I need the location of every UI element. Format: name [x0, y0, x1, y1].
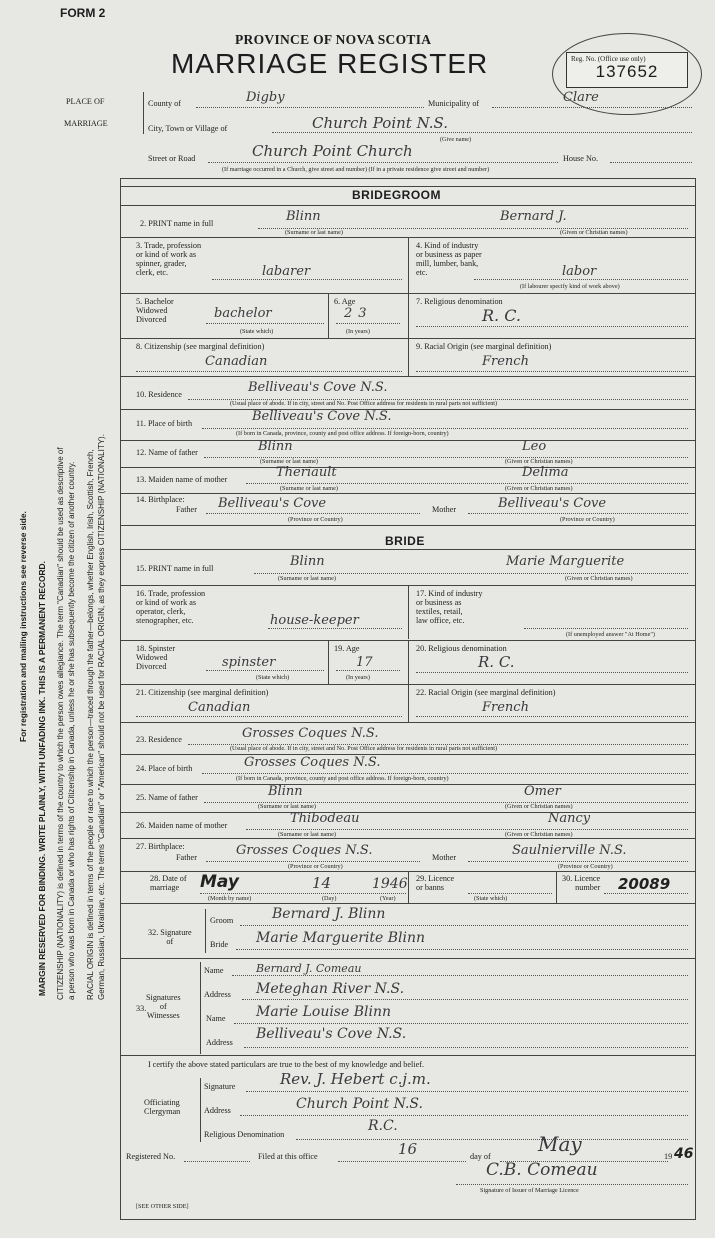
w2-address-word: Address [206, 1038, 233, 1047]
groom-birthplace: Belliveau's Cove N.S. [252, 409, 392, 424]
field-29-line [468, 893, 552, 894]
county-line [196, 107, 424, 108]
row-11-rule [120, 440, 695, 441]
groom-trade: labarer [262, 264, 311, 279]
groom-racial-origin: French [482, 354, 529, 369]
form-number: FORM 2 [60, 6, 106, 20]
prov-caption-14b: (Province or Country) [560, 516, 615, 523]
licence-number: 20089 [618, 875, 671, 893]
bride-heading: BRIDE [385, 534, 425, 548]
groom-age: 23 [344, 306, 373, 321]
field-5-label: 5. Bachelor Widowed Divorced [136, 297, 174, 324]
field-8-line [136, 371, 402, 372]
clergy-denomination: R.C. [368, 1118, 398, 1134]
day-of-word: day of [470, 1152, 491, 1161]
year-caption: (Year) [380, 895, 396, 902]
field-19-line [336, 670, 400, 671]
row-8-rule [120, 376, 695, 377]
side-note-margin: MARGIN RESERVED FOR BINDING. WRITE PLAINLY, WITH UNFADING INK. THIS IS A PERMANENT RECORD. [37, 561, 47, 996]
field-13-line [246, 483, 688, 484]
field-7-line [416, 326, 688, 327]
field-26-label: 26. Maiden name of mother [136, 821, 228, 830]
given-caption-15: (Given or Christian names) [565, 575, 633, 582]
row-21-rule [120, 722, 695, 723]
field-18-line [206, 670, 324, 671]
filed-year: 46 [674, 1146, 694, 1162]
field-3-label: 3. Trade, profession or kind of work as spinner, grader, clerk, etc. [136, 241, 202, 277]
groom-sig-line [240, 925, 688, 926]
city-line [272, 132, 692, 133]
field-11-line [202, 428, 688, 429]
county-label: County of [148, 99, 181, 108]
issuer-signature: C.B. Comeau [486, 1160, 598, 1180]
clergy-denom-line [296, 1139, 688, 1140]
state-which-29: (State which) [474, 895, 508, 902]
field-5-line [206, 323, 324, 324]
bride-mother-surname: Thibodeau [290, 811, 360, 826]
w2-name-word: Name [206, 1014, 226, 1023]
sig-bracket [205, 909, 206, 953]
side-note-mailing: For registration and mailing instructions see reverse side. [18, 511, 28, 742]
field-20-line [416, 672, 688, 673]
groom-surname: Blinn [286, 209, 321, 224]
field-2-label [140, 219, 213, 228]
street-value: Church Point Church [252, 142, 413, 160]
groom-father-surname: Blinn [258, 439, 293, 454]
given-caption-13: (Given or Christian names) [505, 485, 573, 492]
filed-day: 16 [398, 1140, 418, 1158]
prov-caption-27a: (Province or Country) [288, 863, 343, 870]
mother-word-14: Mother [432, 505, 457, 514]
field-12-label: 12. Name of father [136, 448, 198, 457]
city-value: Church Point N.S. [312, 114, 449, 132]
field-24-line [202, 773, 688, 774]
field-23-caption: (Usual place of abode. If in city, street and No. Post Office address for residents in rural parts not sufficient) [230, 745, 498, 752]
field-28-line [200, 893, 406, 894]
row-13-rule [120, 493, 695, 494]
filed-year-prefix: 19 [664, 1152, 673, 1161]
page-title: MARRIAGE REGISTER [171, 48, 489, 79]
bride-racial-origin: French [482, 700, 529, 715]
field-16-label: 16. Trade, profession or kind of work as operator, clerk, stenographer, etc. [136, 589, 206, 625]
clergy-signature: Rev. J. Hebert c.j.m. [280, 1070, 431, 1088]
filed-label: Filed at this office [258, 1152, 318, 1161]
groom-signature: Bernard J. Blinn [272, 906, 386, 922]
side-note-citizenship-1: CITIZENSHIP (NATIONALITY) is defined in terms of the country to which the person owes allegiance. The term "Canadian" should be used as descriptive of [56, 447, 65, 1000]
field-3-line [212, 279, 402, 280]
field-28-label: 28. Date of marriage [150, 874, 187, 892]
bride-heading-rule [120, 549, 695, 550]
surname-caption-15: (Surname or last name) [278, 575, 336, 582]
groom-word: Groom [210, 916, 234, 925]
marriage-day: 14 [312, 874, 332, 892]
field-21-line [136, 716, 402, 717]
father-word-14: Father [176, 505, 197, 514]
filed-month: May [538, 1132, 582, 1156]
clergy-sig-line [246, 1091, 688, 1092]
field-24-label: 24. Place of birth [136, 764, 193, 773]
field-27-label: 27. Birthplace: [136, 842, 185, 851]
field-11-caption: (If born in Canada, province, county and post office address. If foreign-born, country) [236, 430, 449, 437]
field-24-caption: (If born in Canada, province, county and post office address. If foreign-born, country) [236, 775, 449, 782]
field-17-line [524, 628, 688, 629]
officiating-label: Officiating Clergyman [144, 1098, 181, 1116]
bride-birthplace: Grosses Coques N.S. [244, 755, 381, 770]
field-32-label: 32. Signature of [148, 928, 192, 946]
w1-address: Meteghan River N.S. [256, 981, 405, 997]
field-7-label: 7. Religious denomination [416, 297, 503, 306]
in-years-19: (In years) [346, 674, 370, 681]
field-27-mother-line [468, 861, 688, 862]
side-note-racial-2: German, Russian, Ukrainian, etc. The terms "Canadian" or "American" should not be used for RACIAL ORIGIN, as they express CITIZENSHIP (NATIONALITY). [97, 434, 106, 1000]
place-bracket [143, 92, 144, 134]
field-22-label: 22. Racial Origin (see marginal definition) [416, 688, 556, 697]
groom-top-rule [120, 186, 695, 187]
groom-mother-given: Delima [522, 465, 569, 480]
bride-mother-given: Nancy [548, 811, 591, 826]
house-no-line [610, 162, 692, 163]
field-13-label: 13. Maiden name of mother [136, 475, 228, 484]
row-16-divider [408, 585, 409, 639]
row-23-rule [120, 754, 695, 755]
reg-no-label: Reg. No. (Office use only) [571, 55, 646, 63]
clergy-signature-word: Signature [204, 1082, 236, 1091]
groom-mother-birthplace: Belliveau's Cove [498, 496, 607, 511]
field-16-line [268, 628, 402, 629]
row-24-rule [120, 784, 695, 785]
clergy-address-line [240, 1115, 688, 1116]
marriage-month: May [200, 872, 239, 892]
field-20-label: 20. Religious denomination [416, 644, 507, 653]
municipality-value: Clare [563, 90, 599, 105]
given-caption-12: (Given or Christian names) [505, 458, 573, 465]
row-12-rule [120, 467, 695, 468]
field-15-label: 15. PRINT name in full [136, 564, 214, 573]
field-18-label: 18. Spinster Widowed Divorced [136, 644, 176, 671]
groom-father-given: Leo [522, 439, 547, 454]
municipality-line [492, 107, 692, 108]
bridegroom-heading: BRIDEGROOM [352, 188, 441, 202]
witness-bracket [200, 962, 201, 1054]
side-note-citizenship-2: a person who was born in Canada or who has rights of Citizenship in Canada, unless he or she has subsequently become the citizen of another country. [67, 461, 76, 1000]
groom-religion: R. C. [482, 306, 521, 325]
field-6-line [336, 323, 400, 324]
w2-name: Marie Louise Blinn [256, 1004, 392, 1020]
row-10-rule [120, 409, 695, 410]
place-of-label: PLACE OF [66, 97, 105, 106]
field-25-label: 25. Name of father [136, 793, 198, 802]
row-33-rule [120, 1055, 695, 1056]
row-28-divider-a [408, 871, 409, 903]
field-30-line [604, 893, 688, 894]
bride-word: Bride [210, 940, 229, 949]
field-26-line [246, 829, 688, 830]
marriage-year: 1946 [372, 876, 408, 892]
certify-statement: I certify the above stated particulars are true to the best of my knowledge and belief. [148, 1060, 424, 1069]
bride-sig-line [236, 949, 688, 950]
bride-given: Marie Marguerite [506, 554, 625, 569]
surname-caption-13: (Surname or last name) [280, 485, 338, 492]
day-caption: (Day) [322, 895, 337, 902]
row-8-divider [408, 338, 409, 376]
state-which-5: (State which) [240, 328, 274, 335]
field-11-label: 11. Place of birth [136, 419, 193, 428]
row-5-divider-a [328, 293, 329, 338]
field-15-line [254, 573, 688, 574]
row-5-divider-b [408, 293, 409, 338]
bride-surname: Blinn [290, 554, 325, 569]
w1-name: Bernard J. Comeau [256, 962, 362, 975]
row-28-rule [120, 903, 695, 904]
w2-name-line [234, 1023, 688, 1024]
reg-no-box [566, 52, 688, 88]
field-4-label: 4. Kind of industry or business as paper mill, lumber, bank, etc. [416, 241, 482, 277]
surname-caption-25: (Surname or last name) [258, 803, 316, 810]
municipality-label: Municipality of [428, 99, 480, 108]
bride-father-given: Omer [524, 784, 561, 799]
field-21-label: 21. Citizenship (see marginal definition) [136, 688, 269, 697]
given-caption-2: (Given or Christian names) [560, 229, 628, 236]
field-29-text: 29. Licence or banns [416, 874, 455, 892]
w2-address: Belliveau's Cove N.S. [256, 1026, 407, 1042]
city-label: City, Town or Village of [148, 124, 228, 133]
row-18-divider-b [408, 640, 409, 684]
mother-word-27: Mother [432, 853, 457, 862]
in-years-6: (In years) [346, 328, 370, 335]
issuer-caption: Signature of Issuer of Marriage Licence [480, 1187, 579, 1194]
field-23-label: 23. Residence [136, 735, 182, 744]
clergy-address-word: Address [204, 1106, 231, 1115]
bride-status: spinster [222, 655, 276, 670]
groom-mother-surname: Theriault [276, 465, 337, 480]
bride-father-surname: Blinn [268, 784, 303, 799]
row-32-rule [120, 958, 695, 959]
field-27-father-line [206, 861, 420, 862]
field-9-line [416, 371, 688, 372]
house-no-label: House No. [563, 154, 599, 163]
bride-age: 17 [356, 655, 373, 670]
filed-day-line [338, 1161, 466, 1162]
field-4-caption: (If labourer specify kind of work above) [520, 283, 620, 290]
bride-religion: R. C. [478, 653, 515, 671]
row-28-divider-b [556, 871, 557, 903]
surname-caption-26: (Surname or last name) [278, 831, 336, 838]
bride-signature: Marie Marguerite Blinn [256, 930, 426, 946]
witness-label: Signatures of Witnesses [146, 993, 181, 1020]
relig-denom-word: Religious Denomination [204, 1130, 285, 1139]
groom-residence: Belliveau's Cove N.S. [248, 380, 388, 395]
county-value: Digby [246, 90, 285, 105]
field-8-label: 8. Citizenship (see marginal definition) [136, 342, 265, 351]
field-17-caption: (If unemployed answer "At Home") [566, 631, 655, 638]
field-14-father-line [206, 513, 420, 514]
see-other-side: [SEE OTHER SIDE] [136, 1203, 189, 1210]
clergy-address: Church Point N.S. [296, 1096, 423, 1112]
field-30-label: 30. Licence number [562, 874, 601, 892]
field-10-label: 10. Residence [136, 390, 182, 399]
given-caption-25: (Given or Christian names) [505, 803, 573, 810]
field-14-mother-line [468, 513, 688, 514]
field-19-label: 19. Age [334, 644, 360, 653]
row-21-divider [408, 684, 409, 722]
bride-citizenship: Canadian [188, 700, 251, 715]
surname-caption-2: (Surname or last name) [285, 229, 343, 236]
side-note-racial-1: RACIAL ORIGIN is defined in terms of the people or race to which the person—traced through the father—belongs, whether English, Irish, Scottish, French, [86, 449, 95, 1000]
clergy-bracket [200, 1078, 201, 1142]
registered-no-line [184, 1161, 250, 1162]
field-6-label: 6. Age [334, 297, 356, 306]
bride-trade: house-keeper [270, 613, 359, 628]
father-word-27: Father [176, 853, 197, 862]
groom-citizenship: Canadian [205, 354, 268, 369]
w1-address-line [242, 999, 688, 1000]
row-26-rule [120, 838, 695, 839]
groom-status: bachelor [214, 306, 272, 321]
field-33-number: 33. [136, 1004, 147, 1013]
state-which-18: (State which) [256, 674, 290, 681]
groom-given: Bernard J. [500, 209, 567, 224]
groom-bottom-rule [120, 525, 695, 526]
field-17-label: 17. Kind of industry or business as textiles, retail, law office, etc. [416, 589, 483, 625]
w1-name-word: Name [204, 966, 224, 975]
marriage-label: MARRIAGE [64, 119, 108, 128]
field-2-text: 2. PRINT name in full [140, 219, 214, 228]
reg-no-value: 137652 [595, 62, 659, 81]
w1-name-line [232, 975, 688, 976]
street-line [208, 162, 558, 163]
surname-caption-12: (Surname or last name) [260, 458, 318, 465]
field-10-caption: (Usual place of abode. If in city, street and No. Post Office address for residents in rural parts not sufficient) [230, 400, 498, 407]
groom-father-birthplace: Belliveau's Cove [218, 496, 327, 511]
street-note: (If marriage occurred in a Church, give street and number) (If in a private residence give street and number) [222, 166, 490, 173]
bride-residence: Grosses Coques N.S. [242, 726, 379, 741]
bride-mother-birthplace: Saulnierville N.S. [512, 843, 627, 858]
prov-caption-27b: (Province or Country) [558, 863, 613, 870]
given-caption-26: (Given or Christian names) [505, 831, 573, 838]
row-3-divider [408, 237, 409, 293]
field-22-line [416, 716, 688, 717]
row-18-divider-a [328, 640, 329, 684]
field-14-label: 14. Birthplace: [136, 495, 185, 504]
groom-heading-rule [120, 205, 695, 206]
w2-address-line [244, 1047, 688, 1048]
month-caption: (Month by name) [208, 895, 252, 902]
field-4-line [474, 279, 688, 280]
row-25-rule [120, 812, 695, 813]
prov-caption-14a: (Province or Country) [288, 516, 343, 523]
give-name-caption: (Give name) [440, 136, 472, 143]
province-heading: PROVINCE OF NOVA SCOTIA [235, 32, 432, 47]
w1-address-word: Address [204, 990, 231, 999]
registered-no-label: Registered No. [126, 1152, 176, 1161]
issuer-sig-line [456, 1184, 688, 1185]
bride-father-birthplace: Grosses Coques N.S. [236, 843, 373, 858]
groom-industry: labor [562, 264, 597, 279]
field-9-label: 9. Racial Origin (see marginal definition) [416, 342, 552, 351]
street-label: Street or Road [148, 154, 196, 163]
